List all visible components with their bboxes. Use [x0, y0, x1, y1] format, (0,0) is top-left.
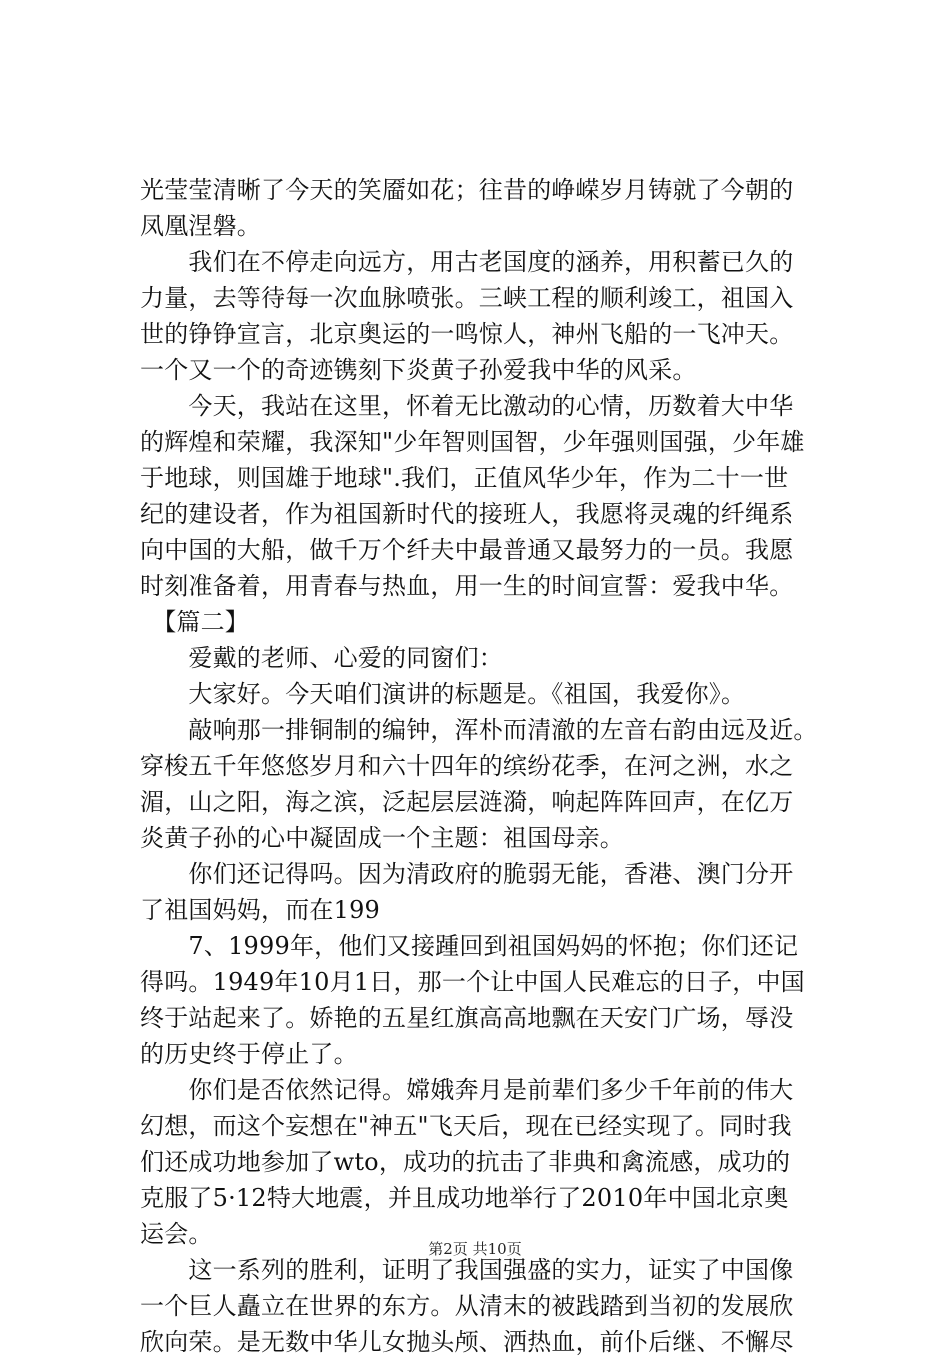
text-line: 欣向荣。是无数中华儿女抛头颅、洒热血，前仆后继、不懈尽 [140, 1328, 794, 1356]
page-footer: 第2页 共10页 [428, 1240, 522, 1258]
text-line: 凤凰涅磐。 [140, 212, 261, 240]
text-line: 我们在不停走向远方，用古老国度的涵养，用积蓄已久的 [140, 248, 794, 276]
text-line: 爱戴的老师、心爱的同窗们： [140, 644, 503, 672]
text-line: 的辉煌和荣耀，我深知"少年智则国智，少年强则国强，少年雄 [140, 428, 805, 456]
document-body [140, 172, 840, 1360]
text-line: 【篇二】 [140, 608, 249, 636]
text-line: 穿梭五千年悠悠岁月和六十四年的缤纷花季，在河之洲，水之 [140, 752, 794, 780]
text-line: 这一系列的胜利，证明了我国强盛的实力，证实了中国像 [140, 1256, 794, 1284]
text-line: 炎黄子孙的心中凝固成一个主题：祖国母亲。 [140, 824, 624, 852]
text-line: 一个又一个的奇迹镌刻下炎黄子孙爱我中华的风采。 [140, 356, 697, 384]
text-line: 的历史终于停止了。 [140, 1040, 358, 1068]
text-line: 力量，去等待每一次血脉喷张。三峡工程的顺利竣工，祖国入 [140, 284, 794, 312]
text-line: 你们是否依然记得。嫦娥奔月是前辈们多少千年前的伟大 [140, 1076, 794, 1104]
text-line: 敲响那一排铜制的编钟，浑朴而清澈的左音右韵由远及近。 [140, 716, 818, 744]
text-line: 了祖国妈妈，而在199 [140, 896, 381, 924]
text-line: 大家好。今天咱们演讲的标题是。《祖国，我爱你》。 [140, 680, 746, 708]
text-line: 终于站起来了。娇艳的五星红旗高高地飘在天安门广场，辱没 [140, 1004, 794, 1032]
text-line: 们还成功地参加了wto，成功的抗击了非典和禽流感，成功的 [140, 1148, 791, 1176]
text-line: 7、1999年，他们又接踵回到祖国妈妈的怀抱；你们还记 [140, 932, 799, 960]
text-line: 今天，我站在这里，怀着无比激动的心情，历数着大中华 [140, 392, 794, 420]
text-line: 幻想，而这个妄想在"神五"飞天后，现在已经实现了。同时我 [140, 1112, 792, 1140]
text-line: 于地球，则国雄于地球".我们，正值风华少年，作为二十一世 [140, 464, 789, 492]
text-line: 纪的建设者，作为祖国新时代的接班人，我愿将灵魂的纤绳系 [140, 500, 794, 528]
text-line: 向中国的大船，做千万个纤夫中最普通又最努力的一员。我愿 [140, 536, 794, 564]
text-line: 运会。 [140, 1220, 213, 1248]
text-line: 你们还记得吗。因为清政府的脆弱无能，香港、澳门分开 [140, 860, 794, 888]
text-line: 世的铮铮宣言，北京奥运的一鸣惊人，神州飞船的一飞冲天。 [140, 320, 794, 348]
text-line: 湄，山之阳，海之滨，泛起层层涟漪，响起阵阵回声，在亿万 [140, 788, 794, 816]
text-line: 光莹莹清晰了今天的笑靥如花；往昔的峥嵘岁月铸就了今朝的 [140, 176, 794, 204]
text-line: 时刻准备着，用青春与热血，用一生的时间宣誓：爱我中华。 [140, 572, 794, 600]
text-line: 一个巨人矗立在世界的东方。从清末的被践踏到当初的发展欣 [140, 1292, 794, 1320]
text-line: 克服了5·12特大地震，并且成功地举行了2010年中国北京奥 [140, 1184, 789, 1212]
text-line: 得吗。1949年10月1日，那一个让中国人民难忘的日子，中国 [140, 968, 805, 996]
